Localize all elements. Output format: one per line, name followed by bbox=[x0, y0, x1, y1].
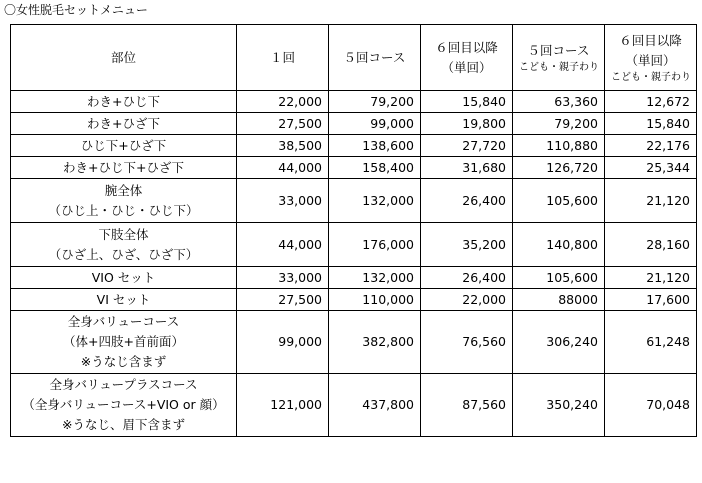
part-name-cell bbox=[11, 135, 237, 157]
price-five-course-cell: 437,800 bbox=[329, 374, 421, 437]
price-six-plus-cell: 26,400 bbox=[421, 267, 513, 289]
price-five-course-cell: 132,000 bbox=[329, 179, 421, 223]
header-six-plus-line1: ６回目以降 bbox=[435, 39, 498, 55]
price-once-cell: 27,500 bbox=[237, 113, 329, 135]
part-name-cell bbox=[11, 289, 237, 311]
price-five-course-cell: 132,000 bbox=[329, 267, 421, 289]
header-six-family-line2: （単回） bbox=[625, 52, 676, 68]
table-row bbox=[11, 91, 697, 113]
price-five-family-cell: 88000 bbox=[513, 289, 605, 311]
price-once-cell: 44,000 bbox=[237, 157, 329, 179]
price-five-course-cell: 382,800 bbox=[329, 311, 421, 374]
price-five-family-cell: 63,360 bbox=[513, 91, 605, 113]
part-name-line: ひじ下+ひざ下 bbox=[80, 137, 167, 153]
part-name-line: （ひじ上・ひじ・ひじ下） bbox=[48, 202, 199, 218]
part-name-cell bbox=[11, 157, 237, 179]
table-row bbox=[11, 289, 697, 311]
part-name-cell bbox=[11, 179, 237, 223]
price-five-course-cell: 138,600 bbox=[329, 135, 421, 157]
price-five-family-cell: 105,600 bbox=[513, 267, 605, 289]
price-once-cell: 27,500 bbox=[237, 289, 329, 311]
header-once: １回 bbox=[237, 25, 329, 91]
table-row bbox=[11, 179, 697, 223]
price-once-cell: 38,500 bbox=[237, 135, 329, 157]
part-name-line: わき+ひざ下 bbox=[87, 115, 160, 131]
header-five-family bbox=[513, 25, 605, 91]
price-six-plus-cell: 26,400 bbox=[421, 179, 513, 223]
price-six-plus-cell: 15,840 bbox=[421, 91, 513, 113]
part-name-line: ※うなじ、眉下含まず bbox=[62, 417, 185, 432]
price-six-plus-cell: 19,800 bbox=[421, 113, 513, 135]
table-row bbox=[11, 157, 697, 179]
price-five-course-cell: 110,000 bbox=[329, 289, 421, 311]
price-once-cell: 121,000 bbox=[237, 374, 329, 437]
price-once-cell: 22,000 bbox=[237, 91, 329, 113]
price-five-course-cell: 158,400 bbox=[329, 157, 421, 179]
price-five-course-cell: 79,200 bbox=[329, 91, 421, 113]
price-six-family-cell: 25,344 bbox=[605, 157, 697, 179]
price-six-family-cell: 70,048 bbox=[605, 374, 697, 437]
price-six-family-cell: 12,672 bbox=[605, 91, 697, 113]
price-five-family-cell: 79,200 bbox=[513, 113, 605, 135]
table-row bbox=[11, 374, 697, 437]
header-five-course: ５回コース bbox=[329, 25, 421, 91]
header-six-family-line3: こども・親子わり bbox=[611, 71, 691, 83]
header-six-family-line1: ６回目以降 bbox=[619, 32, 682, 48]
header-six-plus bbox=[421, 25, 513, 91]
part-name-line: わき+ひじ下 bbox=[87, 93, 160, 109]
part-name-cell bbox=[11, 311, 237, 374]
part-name-cell bbox=[11, 374, 237, 437]
price-five-family-cell: 110,880 bbox=[513, 135, 605, 157]
table-row bbox=[11, 267, 697, 289]
price-once-cell: 33,000 bbox=[237, 179, 329, 223]
part-name-line: 下肢全体 bbox=[98, 226, 149, 242]
price-six-family-cell: 21,120 bbox=[605, 267, 697, 289]
price-six-family-cell: 21,120 bbox=[605, 179, 697, 223]
part-name-line: VIO セット bbox=[91, 269, 156, 285]
price-five-family-cell: 126,720 bbox=[513, 157, 605, 179]
part-name-cell bbox=[11, 113, 237, 135]
table-row bbox=[11, 113, 697, 135]
header-six-family bbox=[605, 25, 697, 91]
part-name-line: （全身バリューコース+VIO or 顔） bbox=[22, 397, 225, 412]
price-six-plus-cell: 22,000 bbox=[421, 289, 513, 311]
price-six-family-cell: 61,248 bbox=[605, 311, 697, 374]
page-caption: 〇女性脱毛セットメニュー bbox=[4, 3, 148, 17]
table-row bbox=[11, 135, 697, 157]
price-six-plus-cell: 87,560 bbox=[421, 374, 513, 437]
price-five-family-cell: 306,240 bbox=[513, 311, 605, 374]
part-name-line: わき+ひじ下+ひざ下 bbox=[63, 159, 184, 175]
part-name-line: ※うなじ含まず bbox=[80, 354, 167, 369]
part-name-cell bbox=[11, 223, 237, 267]
price-five-course-cell: 99,000 bbox=[329, 113, 421, 135]
header-part: 部位 bbox=[11, 25, 237, 91]
part-name-line: 腕全体 bbox=[104, 182, 143, 198]
part-name-line: （体+四肢+首前面） bbox=[63, 334, 184, 349]
price-once-cell: 33,000 bbox=[237, 267, 329, 289]
header-five-family-line2: こども・親子わり bbox=[519, 61, 599, 73]
price-five-family-cell: 350,240 bbox=[513, 374, 605, 437]
price-six-family-cell: 17,600 bbox=[605, 289, 697, 311]
header-six-plus-line2: （単回） bbox=[441, 59, 492, 75]
price-six-plus-cell: 35,200 bbox=[421, 223, 513, 267]
price-once-cell: 99,000 bbox=[237, 311, 329, 374]
table-body bbox=[11, 91, 697, 437]
price-five-family-cell: 140,800 bbox=[513, 223, 605, 267]
header-five-family-line1: ５回コース bbox=[527, 42, 590, 58]
price-five-course-cell: 176,000 bbox=[329, 223, 421, 267]
price-six-family-cell: 28,160 bbox=[605, 223, 697, 267]
price-six-family-cell: 15,840 bbox=[605, 113, 697, 135]
table-row bbox=[11, 223, 697, 267]
price-six-family-cell: 22,176 bbox=[605, 135, 697, 157]
price-six-plus-cell: 31,680 bbox=[421, 157, 513, 179]
part-name-cell bbox=[11, 91, 237, 113]
price-six-plus-cell: 27,720 bbox=[421, 135, 513, 157]
part-name-line: 全身バリューコース bbox=[67, 314, 180, 329]
price-six-plus-cell: 76,560 bbox=[421, 311, 513, 374]
part-name-line: VI セット bbox=[96, 291, 151, 307]
price-five-family-cell: 105,600 bbox=[513, 179, 605, 223]
price-once-cell: 44,000 bbox=[237, 223, 329, 267]
part-name-line: （ひざ上、ひざ、ひざ下） bbox=[48, 246, 199, 262]
price-table bbox=[10, 24, 697, 437]
part-name-line: 全身バリュープラスコース bbox=[49, 377, 198, 392]
part-name-cell bbox=[11, 267, 237, 289]
table-row bbox=[11, 311, 697, 374]
header-row bbox=[11, 25, 697, 91]
